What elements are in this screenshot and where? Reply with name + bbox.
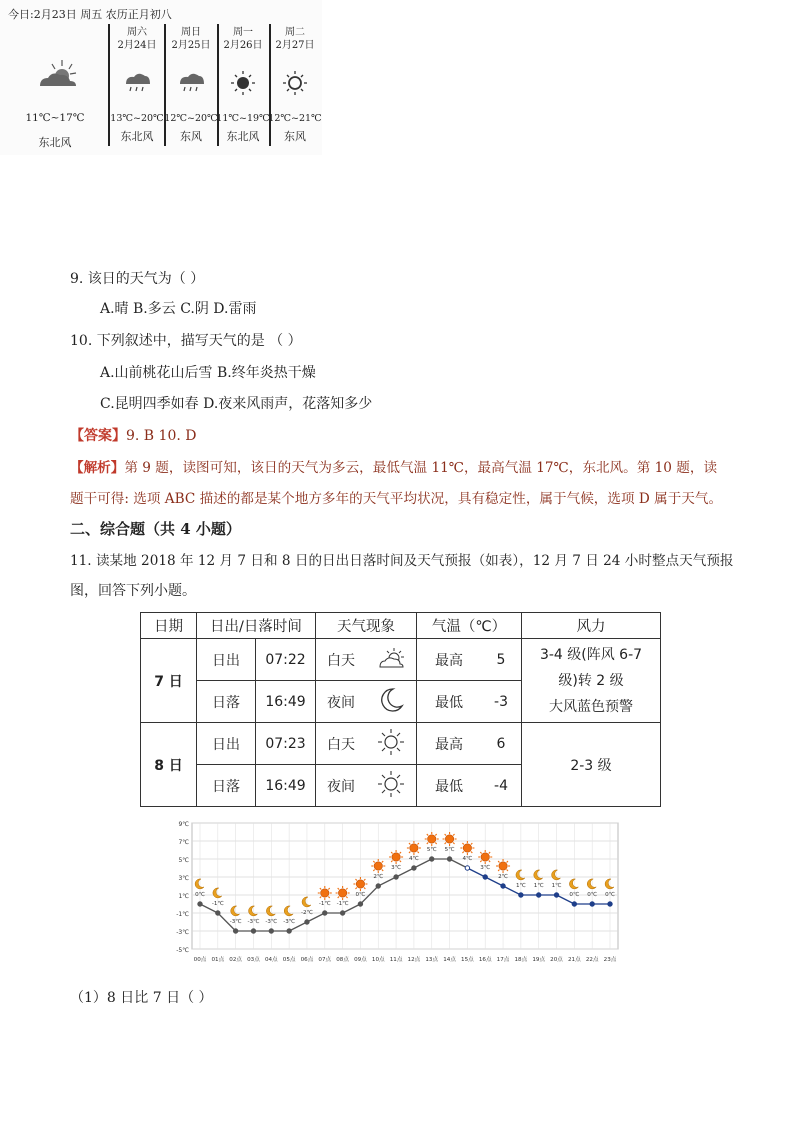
data-point xyxy=(233,929,237,933)
th-sun-time: 日出/日落时间 xyxy=(197,613,316,639)
data-label: 0℃ xyxy=(605,892,615,898)
y-tick-label: 9℃ xyxy=(178,821,189,828)
data-point xyxy=(251,929,255,933)
forecast-day xyxy=(110,26,164,143)
sun-icon xyxy=(280,70,310,96)
data-point xyxy=(376,884,380,888)
forecast-wind: 东北风 xyxy=(120,130,154,143)
data-point xyxy=(216,911,220,915)
analysis-label: 【解析】 xyxy=(70,460,125,476)
sun-time: 16:49 xyxy=(256,765,316,807)
forecast-wind: 东北风 xyxy=(226,130,260,143)
data-label: 0℃ xyxy=(587,892,598,898)
data-point xyxy=(465,866,469,870)
data-label: -1℃ xyxy=(211,901,224,907)
x-tick-label: 08点 xyxy=(336,957,349,963)
moon-icon xyxy=(376,685,406,715)
forecast-weekday: 周一 xyxy=(233,27,253,38)
date-cell: 8 日 xyxy=(141,723,197,807)
data-point xyxy=(501,884,505,888)
temp-label: 最低 xyxy=(417,765,482,807)
temp-label: 最高 xyxy=(417,639,482,681)
data-label: 0℃ xyxy=(355,892,366,898)
q10-stem: 10. 下列叙述中，描写天气的是 （ ） xyxy=(70,333,302,349)
sun-icon xyxy=(445,835,453,843)
sun-event: 日出 xyxy=(197,723,256,765)
section-title: 二、综合题（共 4 小题） xyxy=(70,520,241,538)
y-tick-label: 5℃ xyxy=(178,857,189,864)
data-label: 2℃ xyxy=(498,874,508,880)
q11-line1: 11. 读某地 2018 年 12 月 7 日和 8 日的日出日落时间及天气预报（如表），12 月 7 日 24 小时整点天气预报 xyxy=(70,553,734,569)
data-label: 1℃ xyxy=(533,883,544,889)
data-label: 1℃ xyxy=(515,883,526,889)
th-weather: 天气现象 xyxy=(316,613,417,639)
x-tick-label: 02点 xyxy=(229,957,243,963)
x-tick-label: 18点 xyxy=(514,957,528,963)
x-tick-label: 14点 xyxy=(443,957,456,963)
data-point xyxy=(305,920,309,924)
data-point xyxy=(198,902,202,906)
wind-warning: 大风蓝色预警 xyxy=(549,698,633,715)
th-temp: 气温（℃） xyxy=(417,613,522,639)
forecast-today-temp: 11℃~17℃ xyxy=(25,112,85,124)
x-tick-label: 00点 xyxy=(193,957,207,963)
q9-stem: 9. 该日的天气为（ ） xyxy=(70,271,205,287)
sun-time: 16:49 xyxy=(256,681,316,723)
x-tick-label: 09点 xyxy=(354,957,367,963)
forecast-day xyxy=(268,26,322,143)
rain-icon xyxy=(176,70,206,96)
x-tick-label: 12点 xyxy=(407,957,421,963)
x-tick-label: 05点 xyxy=(282,957,296,963)
period: 夜间 xyxy=(316,765,367,807)
hourly-temp-chart xyxy=(170,817,622,969)
weather-icon-cell xyxy=(366,765,417,807)
forecast-date: 2月27日 xyxy=(275,40,315,51)
sun-icon xyxy=(392,853,400,861)
x-tick-label: 06点 xyxy=(300,957,314,963)
temp-value: 6 xyxy=(481,723,522,765)
data-point xyxy=(590,902,594,906)
sun-icon xyxy=(481,853,489,861)
temp-label: 最高 xyxy=(417,723,482,765)
wind-cell xyxy=(522,639,661,723)
q11-line2: 图，回答下列小题。 xyxy=(70,583,196,599)
data-point xyxy=(358,902,362,906)
q10-options-cd: C.昆明四季如春 D.夜来风雨声，花落知多少 xyxy=(100,396,373,412)
data-label: -3℃ xyxy=(229,919,242,925)
data-point xyxy=(554,893,558,897)
analysis xyxy=(70,456,717,476)
sun-event: 日出 xyxy=(197,639,256,681)
analysis-line2: 题干可得: 选项 ABC 描述的都是某个地方多年的天气平均状况，具有稳定性，属于气候，选项 D 属于天气。 xyxy=(70,491,723,507)
wind-cell: 2-3 级 xyxy=(522,723,661,807)
sun-icon xyxy=(321,889,329,897)
data-point xyxy=(608,902,612,906)
temp-value: -3 xyxy=(481,681,522,723)
x-tick-label: 21点 xyxy=(567,957,581,963)
x-tick-label: 16点 xyxy=(478,957,492,963)
data-point xyxy=(287,929,291,933)
answer-label: 【答案】 xyxy=(70,428,126,444)
sun-icon xyxy=(356,880,364,888)
sun-icon xyxy=(338,889,346,897)
forecast-date: 2月26日 xyxy=(223,40,263,51)
x-tick-label: 23点 xyxy=(603,957,617,963)
y-tick-label: 1℃ xyxy=(178,893,189,900)
th-date: 日期 xyxy=(141,613,197,639)
sun-icon xyxy=(374,862,382,870)
data-label: 3℃ xyxy=(391,865,402,871)
forecast-today-wind: 东北风 xyxy=(38,136,72,149)
period: 夜间 xyxy=(316,681,367,723)
sun-icon xyxy=(463,844,471,852)
wind-text: 级)转 2 级 xyxy=(558,672,624,689)
period: 白天 xyxy=(316,723,367,765)
data-label: 2℃ xyxy=(373,874,384,880)
weather-icon-cell xyxy=(366,681,417,723)
data-label: -1℃ xyxy=(318,901,331,907)
y-tick-label: 3℃ xyxy=(178,875,189,882)
sun-icon xyxy=(410,844,418,852)
cloudy-sun-icon xyxy=(34,56,82,92)
temp-label: 最低 xyxy=(417,681,482,723)
data-point xyxy=(340,911,344,915)
data-label: 5℃ xyxy=(426,847,437,853)
q9-options: A.晴 B.多云 C.阴 D.雷雨 xyxy=(100,301,257,317)
data-point xyxy=(412,866,416,870)
sun-weather-table xyxy=(140,612,661,807)
data-label: 4℃ xyxy=(462,856,473,862)
data-label: -1℃ xyxy=(336,901,349,907)
x-tick-label: 19点 xyxy=(532,957,546,963)
data-label: -3℃ xyxy=(283,919,296,925)
forecast-temp: 11℃~19℃ xyxy=(216,113,270,124)
sun-time: 07:22 xyxy=(256,639,316,681)
forecast-temp: 12℃~21℃ xyxy=(268,113,322,124)
partly-cloudy-icon xyxy=(374,645,408,671)
data-point xyxy=(447,857,451,861)
data-point xyxy=(483,875,487,879)
x-tick-label: 11点 xyxy=(389,957,403,963)
sun-event: 日落 xyxy=(197,765,256,807)
forecast-wind: 东风 xyxy=(284,130,306,143)
x-tick-label: 07点 xyxy=(318,957,332,963)
forecast-date: 2月25日 xyxy=(171,40,211,51)
x-tick-label: 22点 xyxy=(585,957,599,963)
data-label: 5℃ xyxy=(444,847,455,853)
temp-value: 5 xyxy=(481,639,522,681)
forecast-weekday: 周日 xyxy=(181,27,201,38)
analysis-line1: 第 9 题，读图可知，该日的天气为多云，最低气温 11℃，最高气温 17℃，东北风。第 10 题，读 xyxy=(124,460,718,476)
y-tick-label: 7℃ xyxy=(178,839,189,846)
sun-icon xyxy=(428,835,436,843)
answer-text: 9. B 10. D xyxy=(126,428,197,444)
x-tick-label: 17点 xyxy=(496,957,510,963)
weather-icon-cell xyxy=(366,639,417,681)
answer xyxy=(70,425,197,445)
rain-icon xyxy=(122,70,152,96)
data-label: -2℃ xyxy=(301,910,313,916)
data-label: 4℃ xyxy=(408,856,419,862)
y-tick-label: -3℃ xyxy=(176,929,189,936)
wind-text: 3-4 级(阵风 6-7 xyxy=(539,646,643,663)
data-point xyxy=(536,893,540,897)
forecast-weekday: 周六 xyxy=(127,27,147,38)
x-tick-label: 04点 xyxy=(264,957,278,963)
y-tick-label: -1℃ xyxy=(176,911,189,918)
data-label: 1℃ xyxy=(551,883,562,889)
data-point xyxy=(323,911,327,915)
date-cell: 7 日 xyxy=(141,639,197,723)
data-label: 3℃ xyxy=(480,865,491,871)
x-tick-label: 10点 xyxy=(371,957,385,963)
forecast-date: 2月24日 xyxy=(117,40,157,51)
forecast-strip xyxy=(0,0,322,155)
data-label: -3℃ xyxy=(265,919,278,925)
th-wind: 风力 xyxy=(522,613,661,639)
forecast-weekday: 周二 xyxy=(285,27,305,38)
period: 白天 xyxy=(316,639,367,681)
y-tick-label: -5℃ xyxy=(176,947,189,954)
sun-time: 07:23 xyxy=(256,723,316,765)
forecast-day xyxy=(164,26,218,143)
temp-value: -4 xyxy=(481,765,522,807)
data-point xyxy=(572,902,576,906)
x-tick-label: 15点 xyxy=(461,957,474,963)
x-tick-label: 20点 xyxy=(550,957,563,963)
forecast-temp: 12℃~20℃ xyxy=(164,113,218,124)
data-point xyxy=(394,875,398,879)
data-point xyxy=(519,893,523,897)
forecast-day xyxy=(216,26,270,143)
x-tick-label: 03点 xyxy=(247,957,260,963)
sun-icon xyxy=(499,862,507,870)
data-label: 0℃ xyxy=(569,892,580,898)
data-label: -3℃ xyxy=(247,919,260,925)
x-tick-label: 13点 xyxy=(425,957,439,963)
sun-icon xyxy=(228,70,258,96)
q10-options-ab: A.山前桃花山后雪 B.终年炎热干燥 xyxy=(100,365,316,381)
forecast-temp: 13℃~20℃ xyxy=(110,113,164,124)
q11-sub1: （1）8 日比 7 日（ ） xyxy=(70,990,213,1006)
sun-event: 日落 xyxy=(197,681,256,723)
forecast-today-label: 今日:2月23日 周五 农历正月初八 xyxy=(8,8,172,21)
data-point xyxy=(430,857,434,861)
data-label: 0℃ xyxy=(195,892,205,898)
forecast-wind: 东风 xyxy=(180,130,202,143)
sun-icon xyxy=(376,727,406,757)
data-point xyxy=(269,929,273,933)
x-tick-label: 01点 xyxy=(211,957,225,963)
sun-icon xyxy=(376,769,406,799)
weather-icon-cell xyxy=(366,723,417,765)
